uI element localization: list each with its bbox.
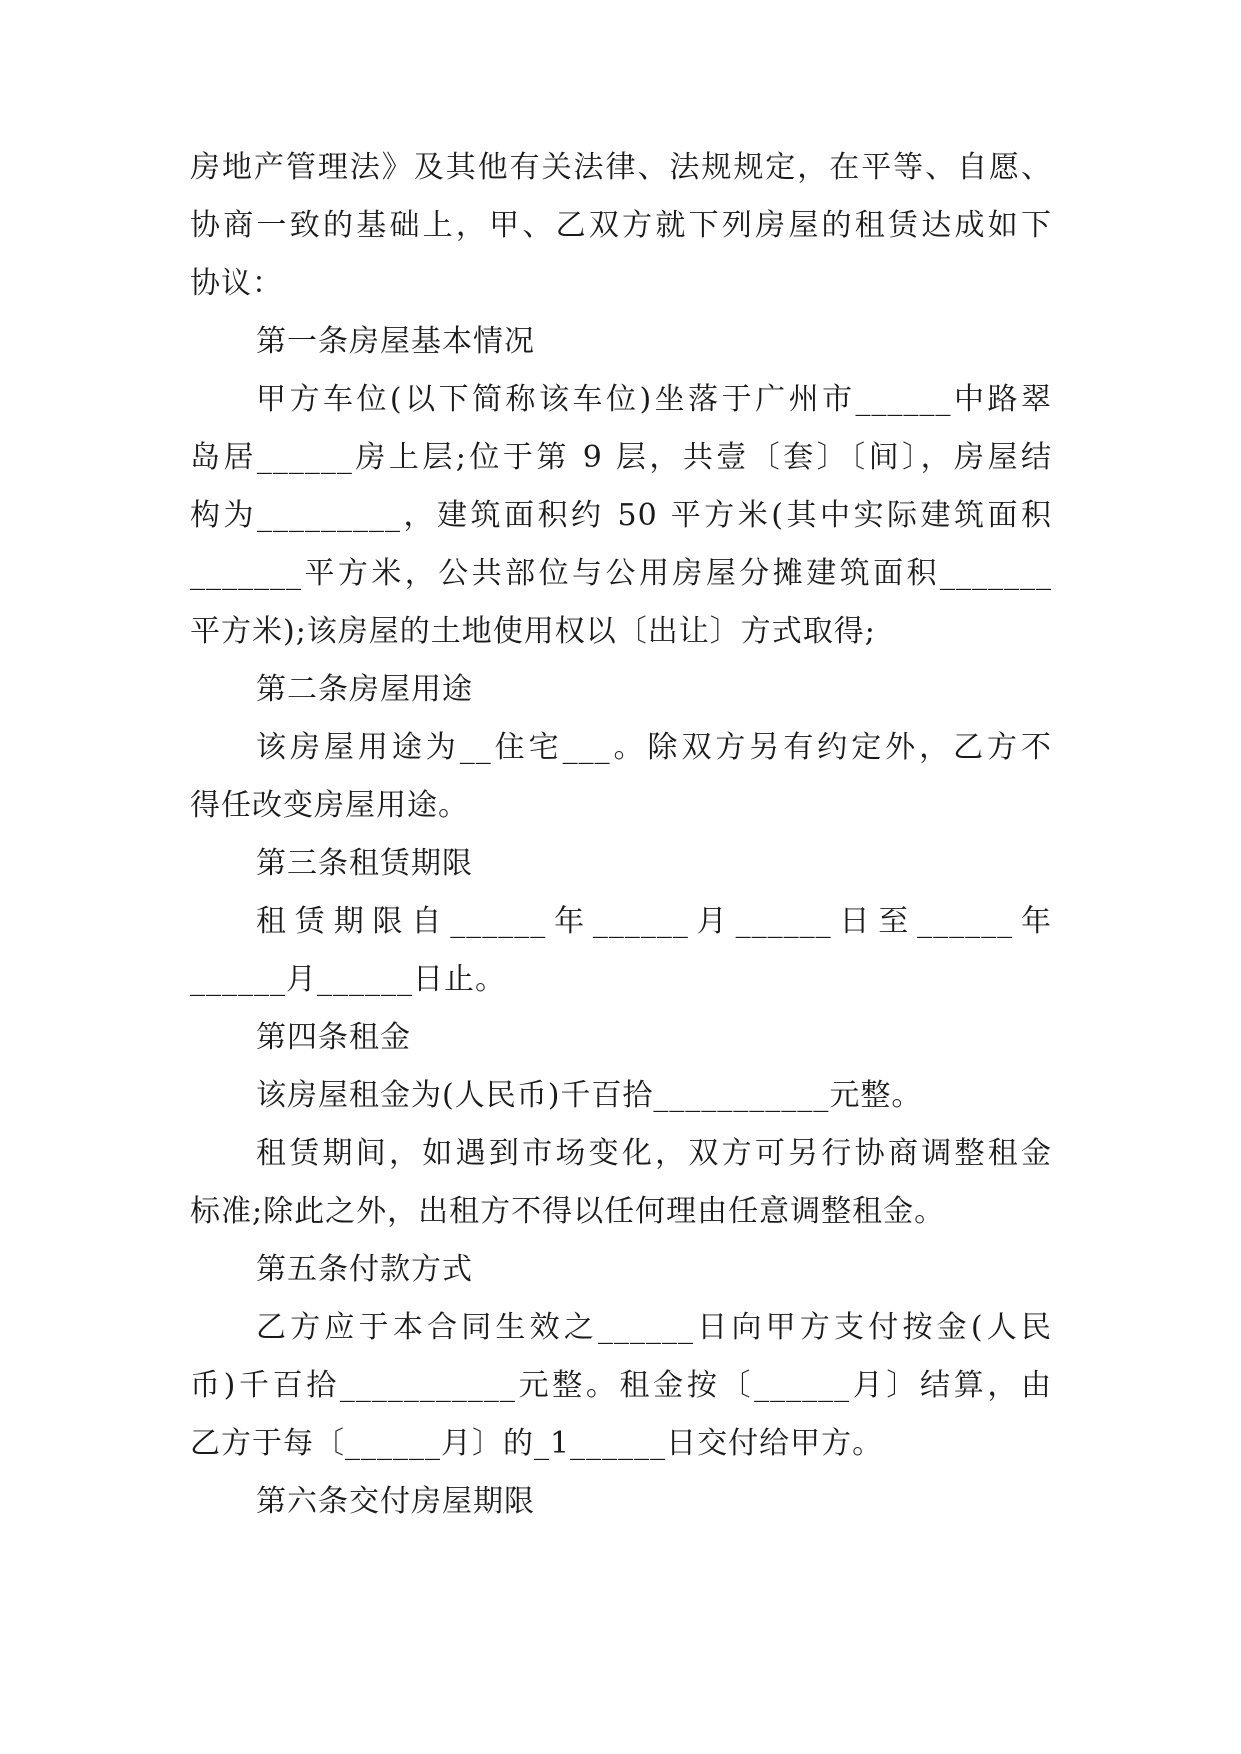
article-heading: 第四条租金 — [256, 1020, 411, 1055]
document-body — [190, 139, 1052, 1531]
article-heading: 第二条房屋用途 — [256, 672, 473, 707]
text-line: ______月______日止。 — [190, 962, 506, 997]
text-line: 甲方车位(以下简称该车位)坐落于广州市______中路翠 — [256, 382, 1052, 417]
text-line: 租赁期限自______年______月______日至______年 — [256, 904, 1052, 939]
article-heading: 第六条交付房屋期限 — [256, 1484, 535, 1519]
text-line: 乙方应于本合同生效之______日向甲方支付按金(人民 — [256, 1310, 1052, 1345]
text-line: 乙方于每〔______月〕的_1______日交付给甲方。 — [190, 1426, 884, 1461]
article-heading: 第一条房屋基本情况 — [256, 324, 535, 359]
text-line: 构为_________，建筑面积约 50 平方米(其中实际建筑面积 — [190, 498, 1052, 533]
text-line: 协议： — [190, 266, 283, 301]
text-line: 平方米);该房屋的土地使用权以〔出让〕方式取得; — [190, 614, 876, 649]
text-line: 协商一致的基础上，甲、乙双方就下列房屋的租赁达成如下 — [190, 208, 1052, 243]
text-line: 得任改变房屋用途。 — [190, 788, 469, 823]
text-line: 币)千百拾___________元整。租金按〔______月〕结算，由 — [190, 1368, 1052, 1403]
text-line: 租赁期间，如遇到市场变化，双方可另行协商调整租金 — [256, 1136, 1052, 1171]
text-line: 房地产管理法》及其他有关法律、法规规定，在平等、自愿、 — [190, 150, 1052, 185]
text-line: 该房屋用途为__住宅___。除双方另有约定外，乙方不 — [256, 730, 1052, 765]
article-heading: 第三条租赁期限 — [256, 846, 473, 881]
text-line: _______平方米，公共部位与公用房屋分摊建筑面积_______ — [190, 556, 1052, 591]
text-line: 该房屋租金为(人民币)千百拾___________元整。 — [256, 1078, 923, 1113]
text-line: 标准;除此之外，出租方不得以任何理由任意调整租金。 — [190, 1194, 946, 1229]
article-heading: 第五条付款方式 — [256, 1252, 473, 1287]
text-line: 岛居______房上层;位于第 9 层，共壹〔套〕〔间〕，房屋结 — [190, 440, 1052, 475]
